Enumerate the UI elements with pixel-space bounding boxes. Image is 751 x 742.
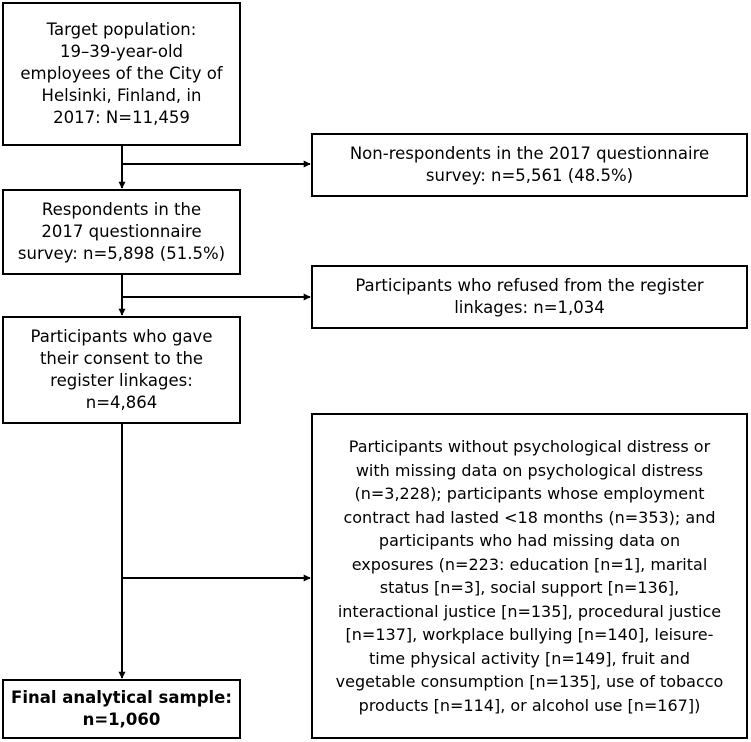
respondents-text: Respondents in the 2017 questionnaire survey: n=5,898 (51.5%) bbox=[17, 200, 226, 263]
respondents-box bbox=[2, 189, 241, 275]
consented-box bbox=[2, 316, 241, 424]
non-respondents-box bbox=[311, 133, 748, 197]
target-population-text: Target population: 19–39-year-old employees of the City of Helsinki, Finland, in 2017: N=11,459 bbox=[20, 20, 223, 127]
excluded-box bbox=[311, 413, 748, 739]
final-sample-box bbox=[2, 679, 241, 739]
non-respondents-text: Non-respondents in the 2017 questionnaire survey: n=5,561 (48.5%) bbox=[349, 144, 710, 185]
excluded-text: Participants without psychological distress or with missing data on psychological distress (n=3,228); participants whose employment contract had lasted <18 months (n=353); and participants who had missing data on exposures (n=223: education [n=1], marital status [n=3], social support [n=136], interactional justice [n=135], procedural justice [n=137], workplace bullying [n=140], leisure- time physical activity [n=149], fruit and vegetable consumption [n=135], use of tobacco products [n=114], or alcohol use [n=167]) bbox=[335, 437, 724, 715]
consented-text: Participants who gave their consent to the register linkages: n=4,864 bbox=[30, 327, 213, 412]
final-sample-text: Final analytical sample: n=1,060 bbox=[11, 688, 232, 729]
refused-linkage-box bbox=[311, 265, 748, 329]
target-population-box bbox=[2, 2, 241, 146]
refused-linkage-text: Participants who refused from the register linkages: n=1,034 bbox=[355, 276, 704, 317]
